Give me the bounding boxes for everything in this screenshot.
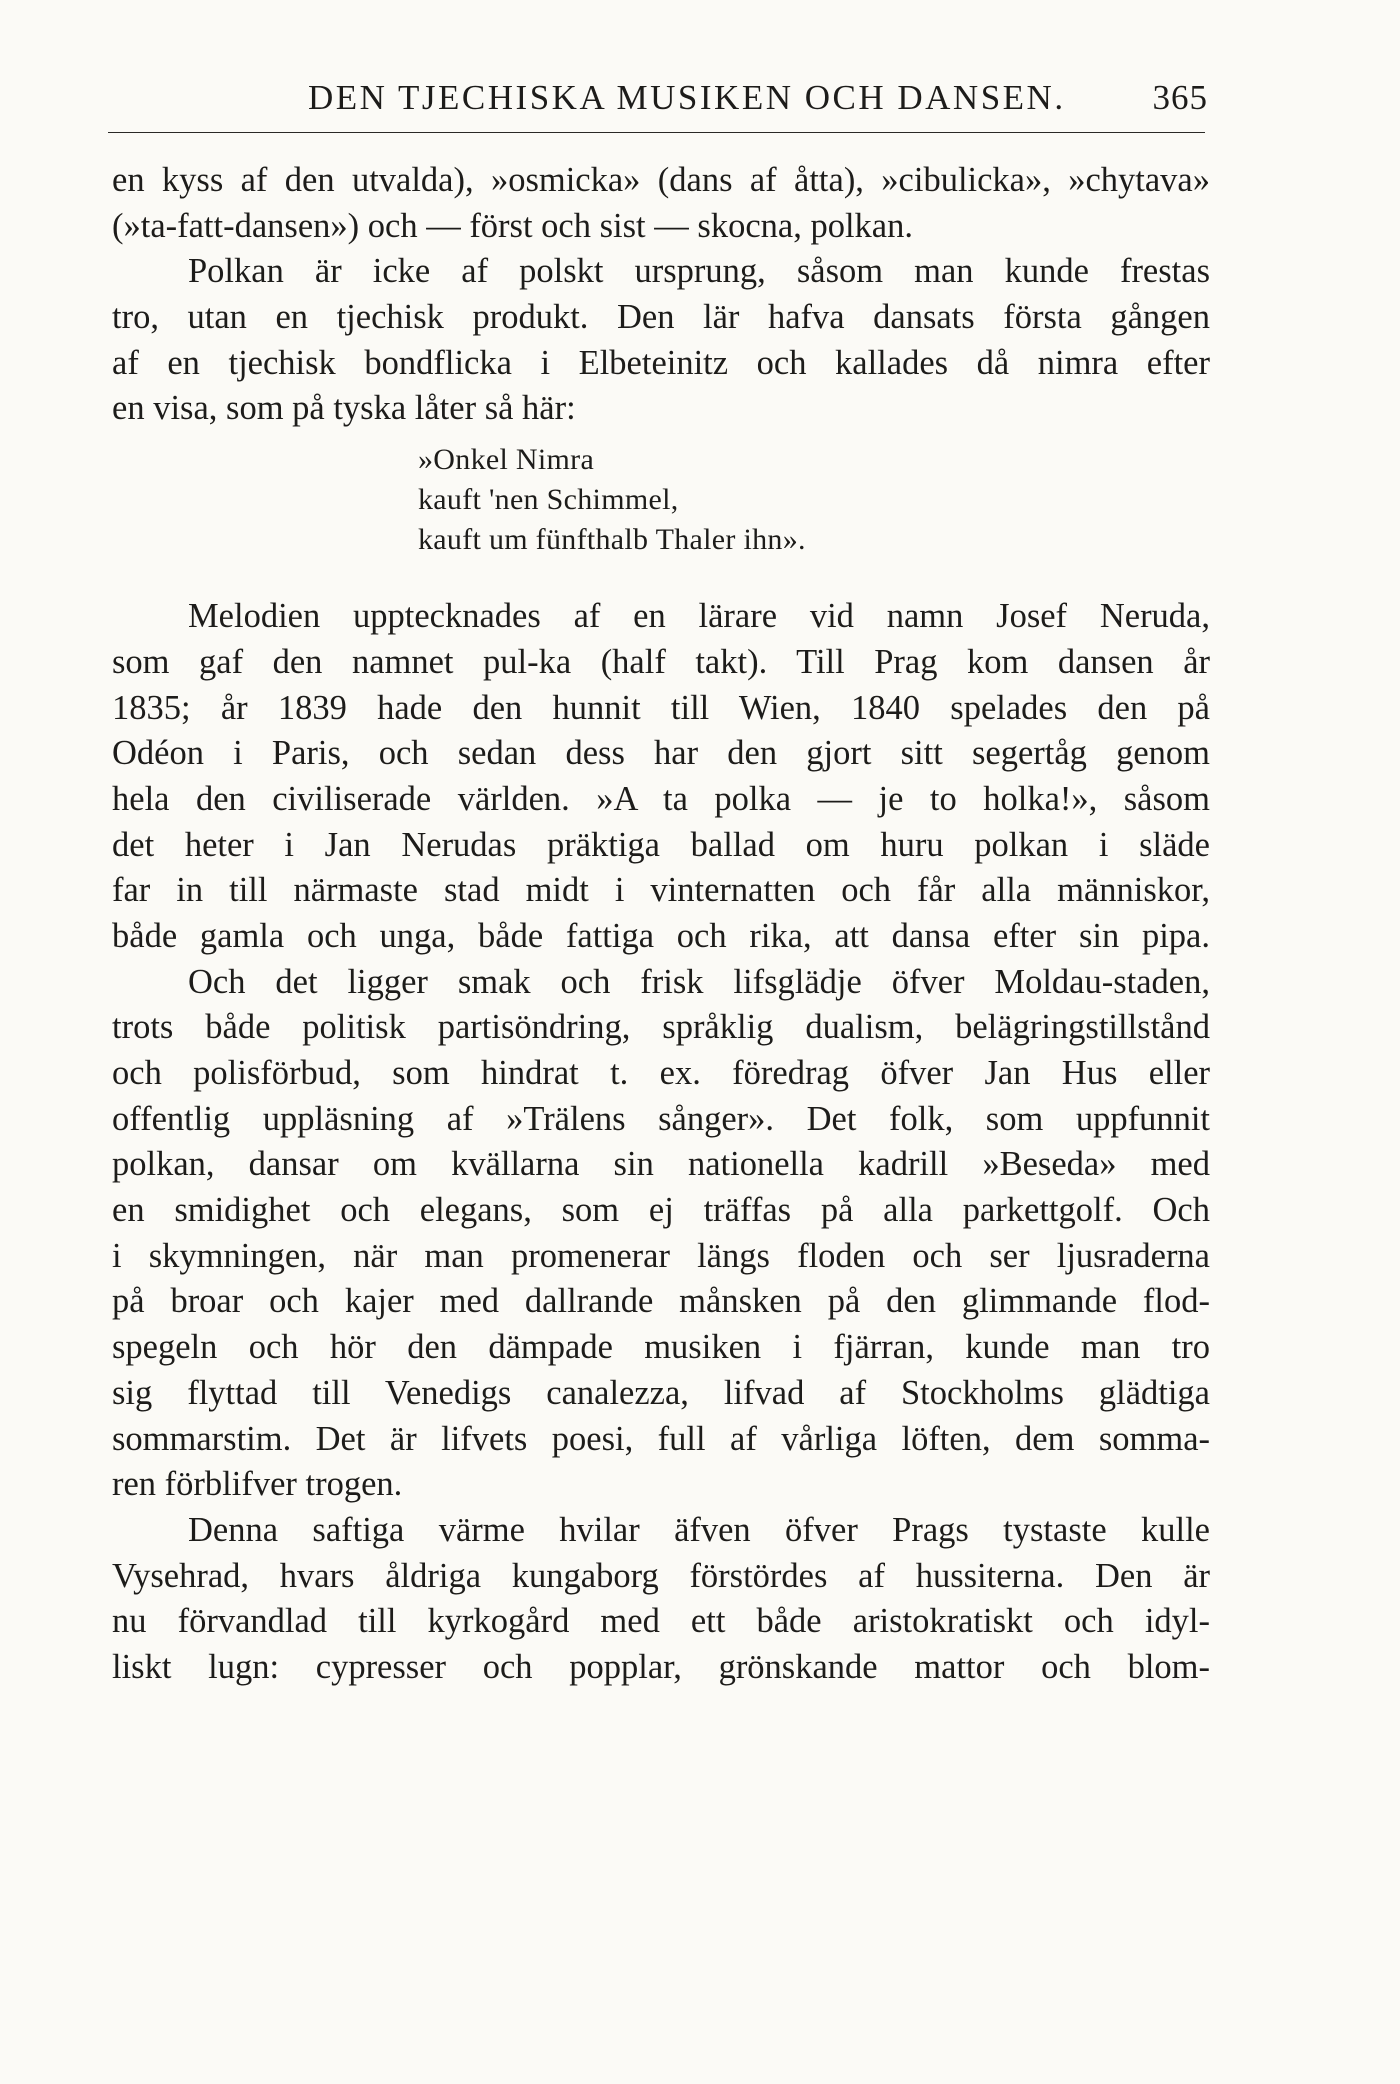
verse-line: kauft 'nen Schimmel, bbox=[418, 483, 679, 517]
paragraph-2 bbox=[112, 249, 1210, 432]
running-head bbox=[108, 62, 1208, 122]
text-line: i skymningen, när man promenerar längs floden och ser ljusraderna bbox=[112, 1236, 1210, 1275]
text-line: Polkan är icke af polskt ursprung, såsom man kunde frestas bbox=[188, 252, 1210, 291]
text-line: spegeln och hör den dämpade musiken i fjärran, kunde man tro bbox=[112, 1328, 1210, 1367]
text-line: sommarstim. Det är lifvets poesi, full af vårliga löften, dem somma- bbox=[112, 1419, 1210, 1458]
paragraph-1 bbox=[112, 158, 1210, 249]
text-line: en visa, som på tyska låter så här: bbox=[112, 389, 576, 428]
text-line: Melodien upptecknades af en lärare vid namn Josef Neruda, bbox=[188, 597, 1210, 636]
text-line: Denna saftiga värme hvilar äfven öfver Prags tystaste kulle bbox=[188, 1510, 1210, 1549]
text-line: trots både politisk partisöndring, språklig dualism, belägringstillstånd bbox=[112, 1008, 1210, 1047]
paragraph-5 bbox=[112, 1508, 1210, 1691]
page-number: 365 bbox=[1152, 78, 1208, 117]
text-line: det heter i Jan Nerudas präktiga ballad om huru polkan i släde bbox=[112, 825, 1210, 864]
text-line: far in till närmaste stad midt i vinternatten och får alla människor, bbox=[112, 871, 1210, 910]
text-line: ren förblifver trogen. bbox=[112, 1465, 403, 1504]
text-line: som gaf den namnet pul-ka (half takt). Till Prag kom dansen år bbox=[112, 642, 1210, 681]
text-line: och polisförbud, som hindrat t. ex. föredrag öfver Jan Hus eller bbox=[112, 1054, 1210, 1092]
body-text bbox=[112, 158, 1210, 1691]
text-line: sig flyttad till Venedigs canalezza, lifvad af Stockholms glädtiga bbox=[112, 1373, 1210, 1412]
header-rule bbox=[108, 132, 1205, 133]
verse-line: »Onkel Nimra bbox=[418, 443, 595, 477]
text-line: liskt lugn: cypresser och popplar, grönskande mattor och blom- bbox=[112, 1647, 1210, 1686]
text-line: Och det ligger smak och frisk lifsglädje öfver Moldau-staden, bbox=[188, 962, 1210, 1001]
text-line: tro, utan en tjechisk produkt. Den lär hafva dansats första gången bbox=[112, 298, 1210, 337]
text-line: polkan, dansar om kvällarna sin nationella kadrill »Beseda» med bbox=[112, 1145, 1210, 1184]
text-line: hela den civiliserade världen. »A ta polka — je to holka!», såsom bbox=[112, 779, 1210, 818]
text-line: 1835; år 1839 hade den hunnit till Wien, 1840 spelades den på bbox=[112, 688, 1210, 727]
text-line: Odéon i Paris, och sedan dess har den gjort sitt segertåg genom bbox=[112, 734, 1210, 773]
text-line: offentlig uppläsning af »Trälens sånger». Det folk, som uppfunnit bbox=[112, 1099, 1210, 1138]
paragraph-4 bbox=[112, 960, 1210, 1508]
text-line: en kyss af den utvalda), »osmicka» (dans af åtta), »cibulicka», »chytava» bbox=[112, 161, 1210, 199]
text-line: en smidighet och elegans, som ej träffas på alla parkettgolf. Och bbox=[112, 1191, 1210, 1230]
text-line: på broar och kajer med dallrande månsken på den glimmande flod- bbox=[112, 1282, 1210, 1321]
text-line: nu förvandlad till kyrkogård med ett både aristokratiskt och idyl- bbox=[112, 1602, 1210, 1641]
verse-quotation bbox=[418, 440, 1210, 560]
text-line: (»ta-fatt-dansen») och — först och sist — skocna, polkan. bbox=[112, 206, 913, 245]
running-head-title: DEN TJECHISKA MUSIKEN OCH DANSEN. bbox=[308, 78, 1066, 117]
text-line: både gamla och unga, både fattiga och rika, att dansa efter sin pipa. bbox=[112, 916, 1210, 955]
text-line: Vysehrad, hvars åldriga kungaborg förstördes af hussiterna. Den är bbox=[112, 1556, 1210, 1595]
text-line: af en tjechisk bondflicka i Elbeteinitz och kallades då nimra efter bbox=[112, 343, 1210, 382]
verse-line: kauft um fünfthalb Thaler ihn». bbox=[418, 523, 806, 557]
paragraph-3 bbox=[112, 594, 1210, 960]
